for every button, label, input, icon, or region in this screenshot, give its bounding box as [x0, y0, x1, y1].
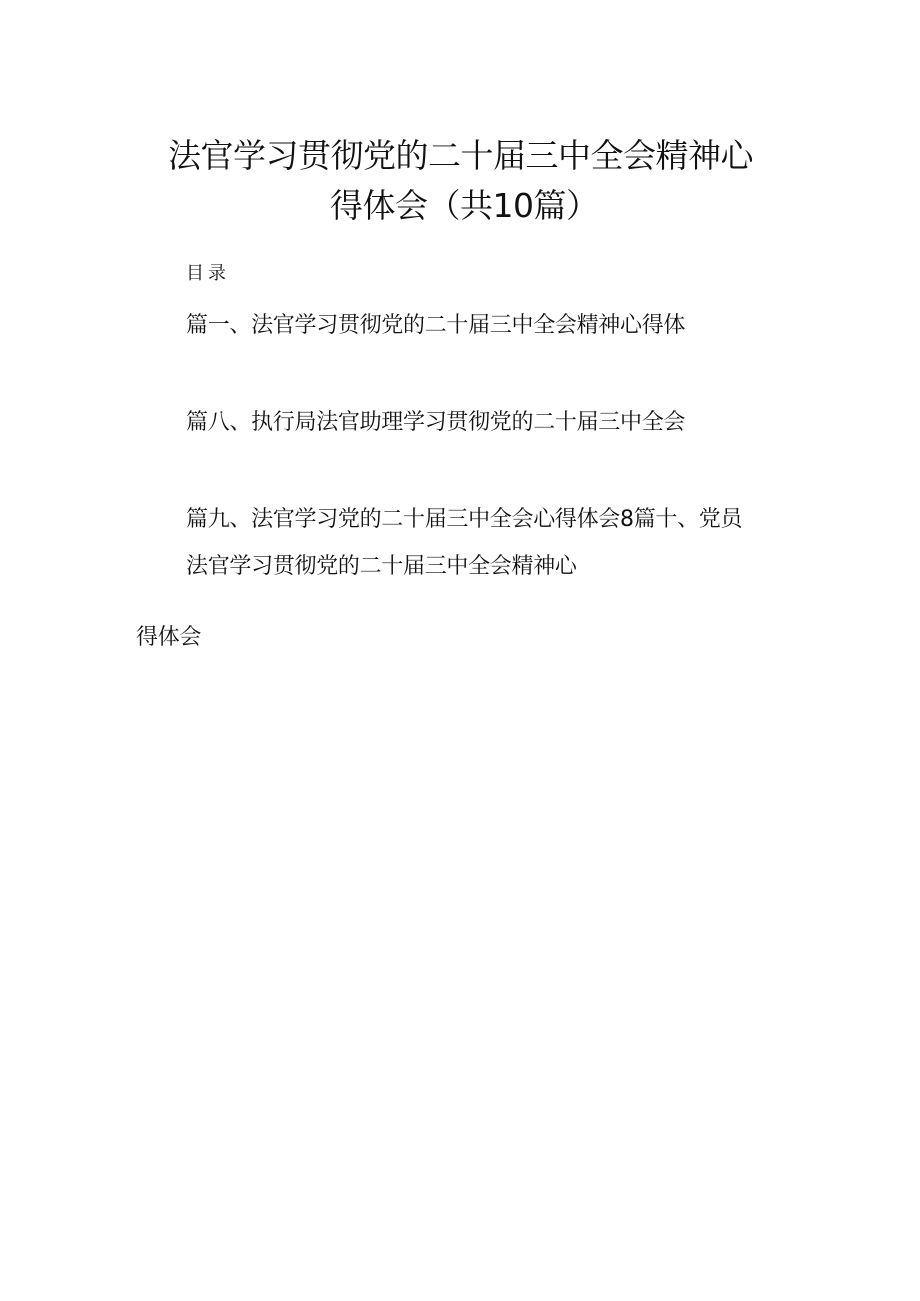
document-title-line-1: 法官学习贯彻党的二十届三中全会精神心 [168, 136, 753, 175]
toc-heading: 目录 [186, 263, 230, 284]
toc-entry-9-line-1: 篇九、法官学习党的二十届三中全会心得体会8篇十、党员 [186, 507, 743, 532]
toc-entry-8: 篇八、执行局法官助理学习贯彻党的二十届三中全会 [186, 410, 686, 435]
document-title-line-2: 得体会（共10篇） [330, 186, 599, 225]
toc-entry-10-line-3: 得体会 [136, 625, 202, 650]
toc-entry-1: 篇一、法官学习贯彻党的二十届三中全会精神心得体 [186, 313, 686, 338]
toc-entry-10-line-2: 法官学习贯彻党的二十届三中全会精神心 [186, 554, 577, 579]
